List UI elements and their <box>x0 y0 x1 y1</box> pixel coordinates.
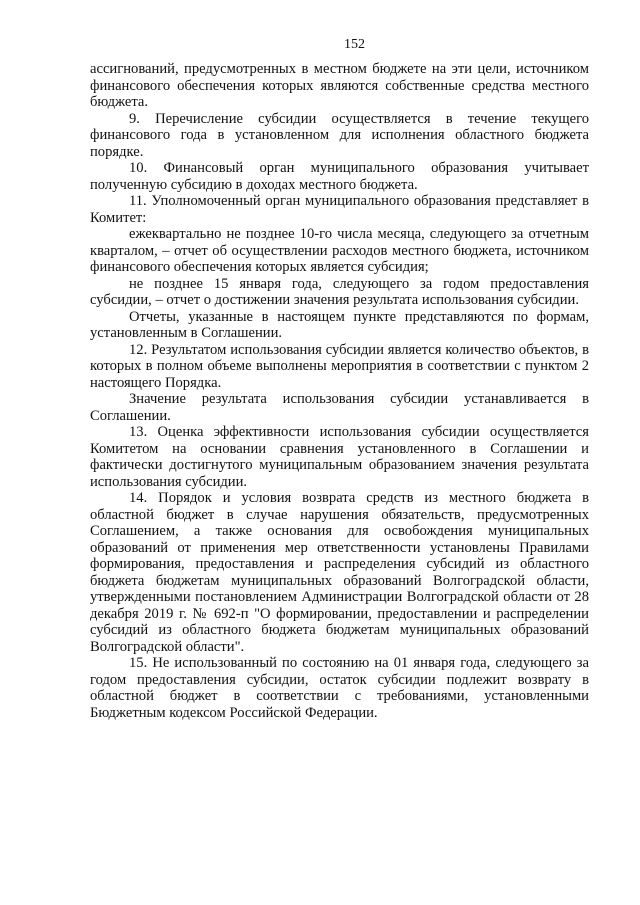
paragraph-item-11-forms: Отчеты, указанные в настоящем пункте представляются по формам, установленным в Соглашении. <box>90 308 589 341</box>
paragraph-item-10: 10. Финансовый орган муниципального образования учитывает полученную субсидию в доходах местного бюджета. <box>90 160 589 193</box>
paragraph-item-14: 14. Порядок и условия возврата средств из местного бюджета в областной бюджет в случае нарушения обязательств, предусмотренных Соглашением, а также основания для освобождения муниципальных образований от применения мер ответственности установлены Правилами формирования, предоставления и распределения субсидий из областного бюджета бюджетам муниципальных образований Волгоградской области, утвержденными постановлением Администрации Волгоградской области от 28 декабря 2019 г. № 692-п "О формировании, предоставлении и распределении субсидий из областного бюджета бюджетам муниципальных образований Волгоградской области". <box>90 490 589 655</box>
paragraph-item-15: 15. Не использованный по состоянию на 01 января года, следующего за годом предоставления субсидии, остаток субсидии подлежит возврату в областной бюджет в соответствии с требованиями, установленными Бюджетным кодексом Российской Федерации. <box>90 655 589 721</box>
paragraph-item-12-value: Значение результата использования субсидии устанавливается в Соглашении. <box>90 391 589 424</box>
paragraph-item-9: 9. Перечисление субсидии осуществляется в течение текущего финансового года в установленном для исполнения областного бюджета порядке. <box>90 110 589 160</box>
paragraph-item-12: 12. Результатом использования субсидии является количество объектов, в которых в полном объеме выполнены мероприятия в соответствии с пунктом 2 настоящего Порядка. <box>90 341 589 391</box>
document-body <box>90 61 589 721</box>
paragraph-item-11-quarterly: ежеквартально не позднее 10-го числа месяца, следующего за отчетным кварталом, – отчет об осуществлении расходов местного бюджета, источником финансового обеспечения которых является субсидия; <box>90 226 589 275</box>
paragraph-item-13: 13. Оценка эффективности использования субсидии осуществляется Комитетом на основании сравнения установленного в Соглашении и фактически достигнутого муниципальным образованием значения результата использования субсидии. <box>90 424 589 490</box>
paragraph-continuation: ассигнований, предусмотренных в местном бюджете на эти цели, источником финансового обеспечения которых являются собственные средства местного бюджета. <box>90 61 589 110</box>
paragraph-item-11-annual: не позднее 15 января года, следующего за годом предоставления субсидии, – отчет о достижении значения результата использования субсидии. <box>90 275 589 308</box>
paragraph-item-11: 11. Уполномоченный орган муниципального образования представляет в Комитет: <box>90 193 589 226</box>
page-number: 152 <box>344 37 365 52</box>
